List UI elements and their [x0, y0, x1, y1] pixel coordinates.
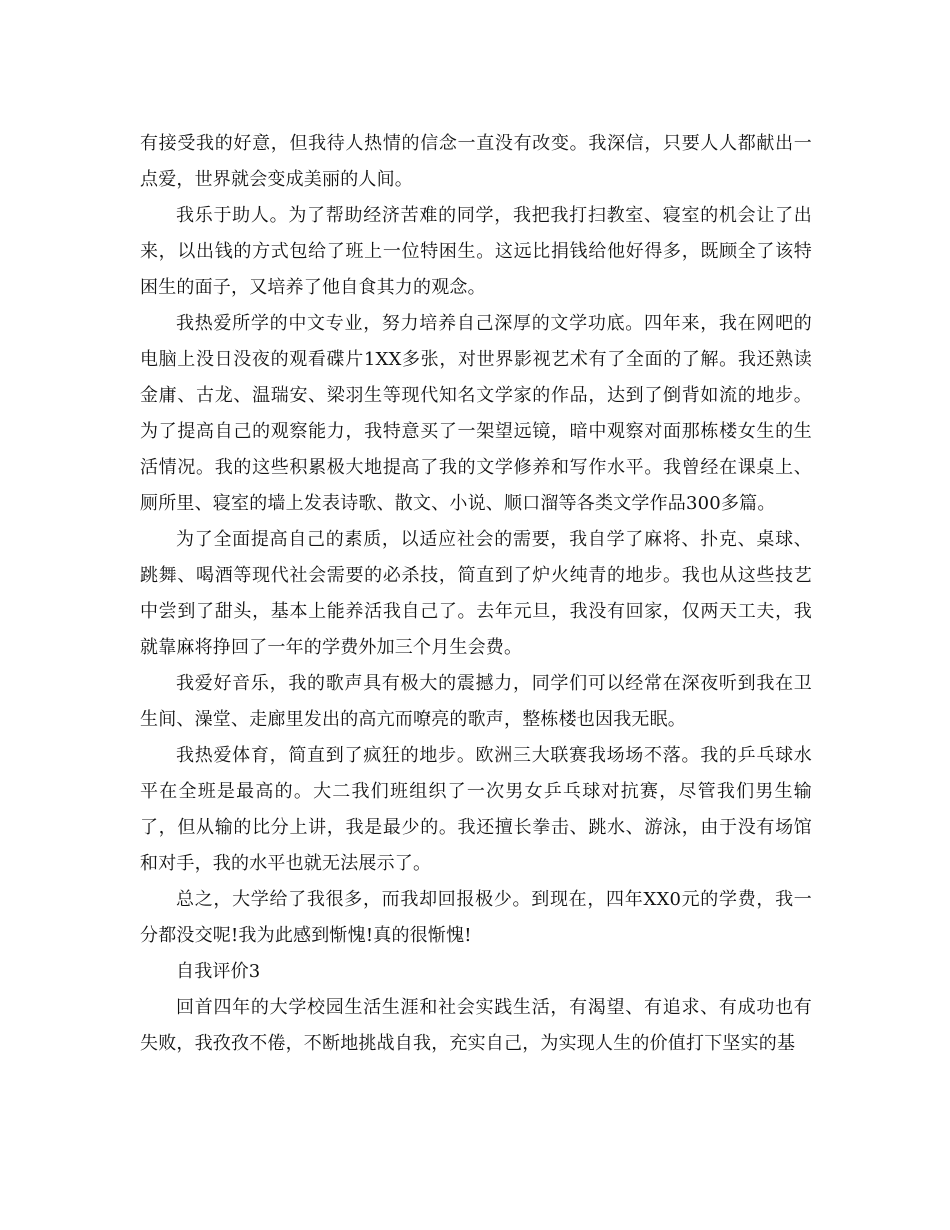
paragraph-skills: 为了全面提高自己的素质，以适应社会的需要，我自学了麻将、扑克、桌球、跳舞、喝酒等现代社会需要的必杀技，简直到了炉火纯青的地步。我也从这些技艺中尝到了甜头，基本上能养活我自己了。去年元旦，我没有回家，仅两天工夫，我就靠麻将挣回了一年的学费外加三个月生会费。 [140, 529, 812, 658]
paragraph-sports: 我热爱体育，简直到了疯狂的地步。欧洲三大联赛我场场不落。我的乒乓球水平在全班是最高的。大二我们班组织了一次男女乒乓球对抗赛，尽管我们男生输了，但从输的比分上讲，我是最少的。我还擅长拳击、跳水、游泳，由于没有场馆和对手，我的水平也就无法展示了。 [140, 745, 812, 874]
paragraph-literature: 我热爱所学的中文专业，努力培养自己深厚的文学功底。四年来，我在网吧的电脑上没日没夜的观看碟片1XX多张，对世界影视艺术有了全面的了解。我还熟读金庸、古龙、温瑞安、梁羽生等现代知名文学家的作品，达到了倒背如流的地步。为了提高自己的观察能力，我特意买了一架望远镜，暗中观察对面那栋楼女生的生活情况。我的这些积累极大地提高了我的文学修养和写作水平。我曾经在课桌上、厕所里、寝室的墙上发表诗歌、散文、小说、顺口溜等各类文学作品300多篇。 [140, 313, 812, 514]
paragraph-goodwill: 有接受我的好意，但我待人热情的信念一直没有改变。我深信，只要人人都献出一点爱，世界就会变成美丽的人间。 [140, 133, 812, 190]
document-body [140, 126, 812, 1062]
paragraph-music: 我爱好音乐，我的歌声具有极大的震撼力，同学们可以经常在深夜听到我在卫生间、澡堂、走廊里发出的高亢而嘹亮的歌声，整栋楼也因我无眠。 [140, 673, 812, 730]
paragraph-summary: 总之，大学给了我很多，而我却回报极少。到现在，四年XX0元的学费，我一分都没交呢!我为此感到惭愧!真的很惭愧! [140, 889, 812, 946]
paragraph-helping-others: 我乐于助人。为了帮助经济苦难的同学，我把我打扫教室、寝室的机会让了出来，以出钱的方式包给了班上一位特困生。这远比捐钱给他好得多，既顾全了该特困生的面子，又培养了他自食其力的观念。 [140, 205, 812, 298]
section-heading-self-evaluation-3: 自我评价3 [176, 961, 261, 982]
paragraph-reflection: 回首四年的大学校园生活生涯和社会实践生活，有渴望、有追求、有成功也有失败，我孜孜不倦，不断地挑战自我，充实自己，为实现人生的价值打下坚实的基 [140, 997, 812, 1054]
